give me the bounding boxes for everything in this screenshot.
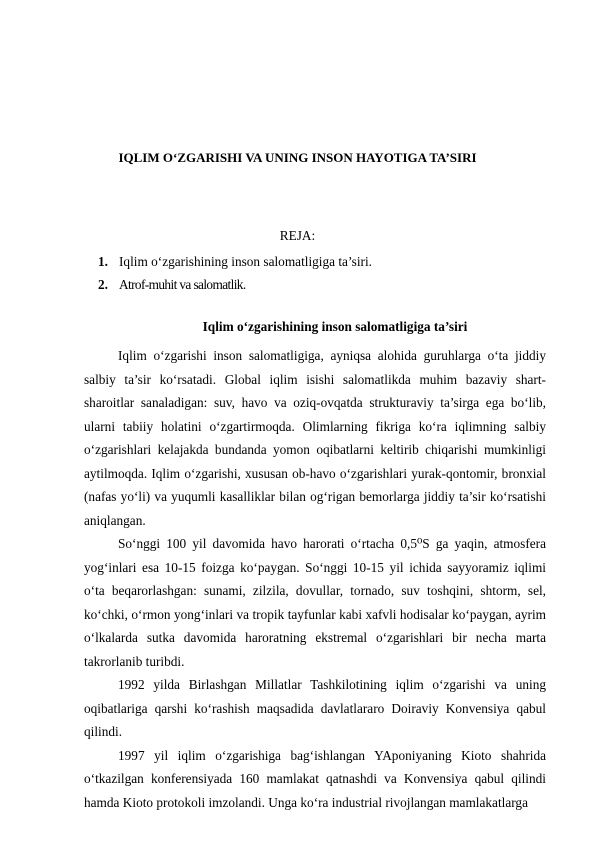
plan-item <box>98 273 372 296</box>
paragraph: Iqlim o‘zgarishi inson salomatligiga, ayniqsa alohida guruhlarga o‘ta jiddiy salbiy ta’sir ko‘rsatadi. Global iqlim isishi salomatlikda muhim bazaviy shart-sharoitlar sanaladigan: suv, havo va oziq-ovqatda strukturaviy ta’sirga ega bo‘lib, ularni tabiiy holatini o‘zgartirmoqda. Olimlarning fikriga ko‘ra iqlimning salbiy o‘zgarishlari kelajakda bundanda yomon oqibatlarni keltirib chiqarishi mumkinligi aytilmoqda. Iqlim o‘zgarishi, xususan ob-havo o‘zgarishlari yurak-qontomir, bronxial (nafas yo‘li) va yuqumli kasalliklar bilan og‘rigan bemorlarga jiddiy ta’sir ko‘rsatishi aniqlangan. <box>84 348 546 528</box>
section-heading: Iqlim o‘zgarishining inson salomatligiga ta’siri <box>202 319 468 334</box>
paragraph: So‘nggi 100 yil davomida havo harorati o‘rtacha 0,5⁰S ga yaqin, atmosfera yog‘inlari esa 10-15 foizga ko‘paygan. So‘nggi 10-15 yil ichida sayyoramiz iqlimi o‘ta beqarorlashgan: sunami, zilzila, dovullar, tornado, suv toshqini, shtorm, sel, ko‘chki, o‘rmon yong‘inlari va tropik tayfunlar kabi xafvli hodisalar ko‘paygan, ayrim o‘lkalarda sutka davomida haroratning ekstremal o‘zgarishlari bir necha marta takrorlanib turibdi. <box>84 536 546 669</box>
plan-item-number: 1. <box>98 254 108 269</box>
document-title: IQLIM O‘ZGARISHI VA UNING INSON HAYOTIGA TA’SIRI <box>118 150 477 165</box>
plan-item <box>98 250 372 273</box>
plan-heading: REJA: <box>279 228 316 243</box>
plan-item-text: Iqlim o‘zgarishining inson salomatligiga ta’siri. <box>119 254 372 269</box>
section-body <box>84 344 546 814</box>
plan-list <box>98 250 372 296</box>
paragraph: 1997 yil iqlim o‘zgarishiga bag‘ishlangan YAponiyaning Kioto shahrida o‘tkazilgan konferensiyada 160 mamlakat qatnashdi va Konvensiya qabul qilindi hamda Kioto protokoli imzolandi. Unga ko‘ra industrial rivojlangan mamlakatlarga <box>84 747 546 810</box>
plan-item-text: Atrof-muhit va salomatlik. <box>119 277 246 292</box>
paragraph: 1992 yilda Birlashgan Millatlar Tashkilotining iqlim o‘zgarishi va uning oqibatlariga qarshi ko‘rashish maqsadida davlatlararo Doiraviy Konvensiya qabul qilindi. <box>84 677 546 739</box>
plan-item-number: 2. <box>98 277 108 292</box>
